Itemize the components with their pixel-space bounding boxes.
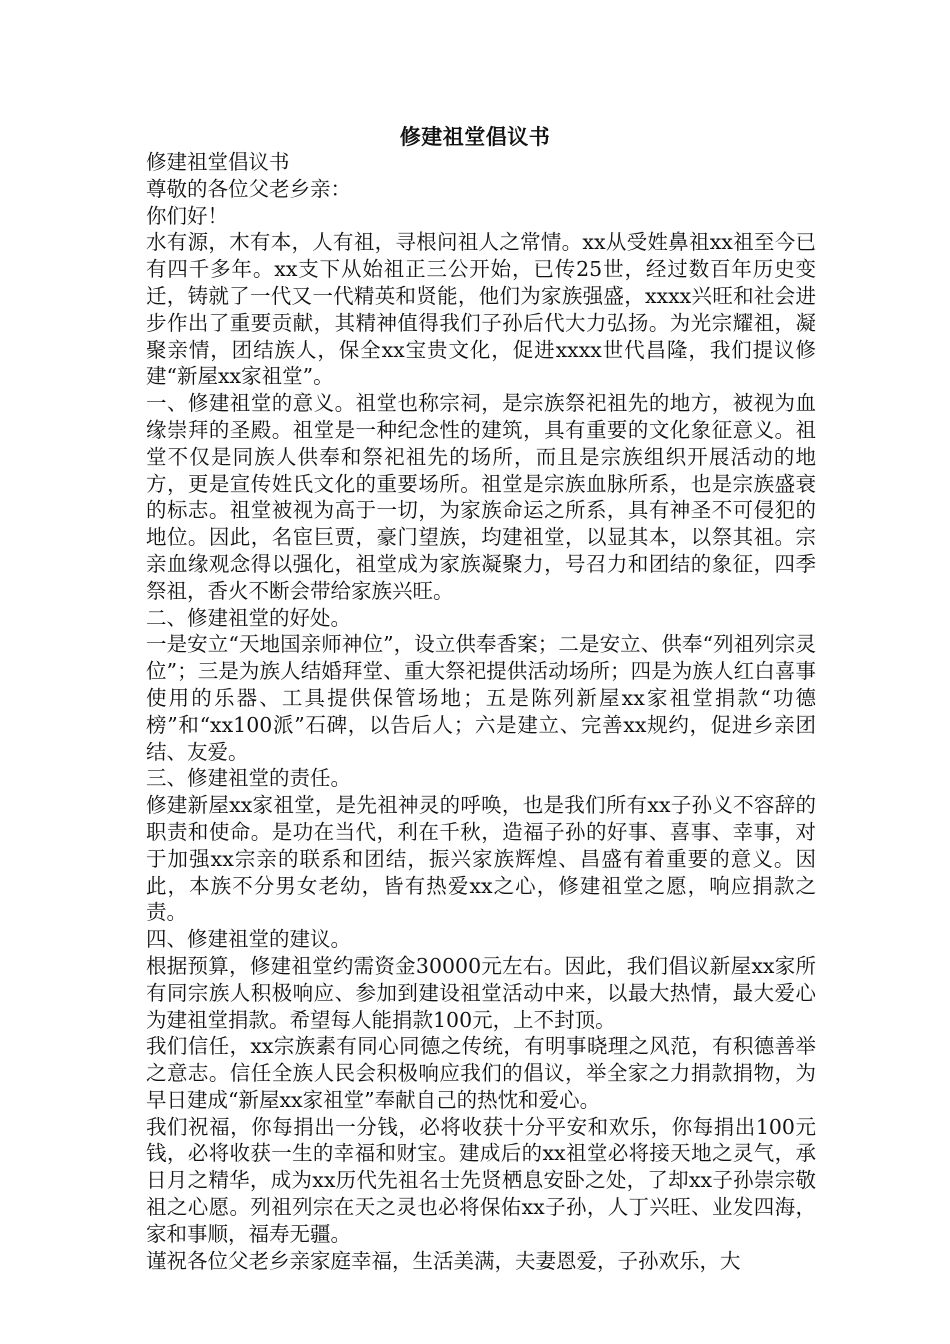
paragraph-section-4-body: 根据预算，修建祖堂约需资金30000元左右。因此，我们倡议新屋xx家所有同宗族人积极响应、参加到建设祖堂活动中来，以最大热情，最大爱心为建祖堂捐款。希望每人能捐款100元，上不封顶。: [146, 953, 816, 1032]
paragraph-section-1: 一、修建祖堂的意义。祖堂也称宗祠，是宗族祭祀祖先的地方，被视为血缘崇拜的圣殿。祖堂是一种纪念性的建筑，具有重要的文化象征意义。祖堂不仅是同族人供奉和祭祀祖先的场所，而且是宗族组织开展活动的地方，更是宣传姓氏文化的重要场所。祖堂是宗族血脉所系，也是宗族盛衰的标志。祖堂被视为高于一切，为家族命运之所系，具有神圣不可侵犯的地位。因此，名宦巨贾，豪门望族，均建祖堂，以显其本，以祭其祖。宗亲血缘观念得以强化，祖堂成为家族凝聚力，号召力和团结的象征，四季祭祖，香火不断会带给家族兴旺。: [146, 391, 816, 603]
paragraph-section-4-heading: 四、修建祖堂的建议。: [146, 927, 351, 952]
paragraph-blessing: 我们祝福，你每捐出一分钱，必将收获十分平安和欢乐，你每捐出100元钱，必将收获一生的幸福和财宝。建成后的xx祖堂必将接天地之灵气，承日月之精华，成为xx历代先祖名士先贤栖息安卧之处，了却xx子孙崇宗敬祖之心愿。列祖列宗在天之灵也必将保佑xx子孙，人丁兴旺、业发四海，家和事顺，福寿无疆。: [146, 1114, 816, 1246]
paragraph-greeting: 你们好！: [146, 203, 228, 228]
document-title: 修建祖堂倡议书: [399, 125, 551, 149]
paragraph-section-3-heading: 三、修建祖堂的责任。: [146, 766, 351, 791]
paragraph-salutation: 尊敬的各位父老乡亲：: [146, 176, 351, 201]
paragraph-intro: 水有源，木有本，人有祖，寻根问祖人之常情。xx从受姓鼻祖xx祖至今已有四千多年。xx支下从始祖正三公开始，已传25世，经过数百年历史变迁，铸就了一代又一代精英和贤能，他们为家族强盛，xxxx兴旺和社会进步作出了重要贡献，其精神值得我们子孙后代大力弘扬。为光宗耀祖，凝聚亲情，团结族人，保全xx宝贵文化，促进xxxx世代昌隆，我们提议修建“新屋xx家祖堂”。: [146, 230, 816, 389]
paragraph-section-2-body: 一是安立“天地国亲师神位”，设立供奉香案；二是安立、供奉“列祖列宗灵位”；三是为族人结婚拜堂、重大祭祀提供活动场所；四是为族人红白喜事使用的乐器、工具提供保管场地；五是陈列新屋xx家祖堂捐款“功德榜”和“xx100派”石碑，以告后人；六是建立、完善xx规约，促进乡亲团结、友爱。: [146, 632, 816, 764]
paragraph-closing: 谨祝各位父老乡亲家庭幸福，生活美满，夫妻恩爱，子孙欢乐，大: [146, 1248, 741, 1273]
paragraph-heading-repeat: 修建祖堂倡议书: [146, 150, 290, 174]
paragraph-trust: 我们信任，xx宗族素有同心同德之传统，有明事晓理之风范，有积德善举之意志。信任全族人民会积极响应我们的倡议，举全家之力捐款捐物，为早日建成“新屋xx家祖堂”奉献自己的热忱和爱心。: [146, 1034, 816, 1112]
document-body: [146, 149, 816, 1274]
paragraph-section-2-heading: 二、修建祖堂的好处。: [146, 605, 351, 630]
paragraph-section-3-body: 修建新屋xx家祖堂，是先祖神灵的呼唤，也是我们所有xx子孙义不容辞的职责和使命。是功在当代，利在千秋，造福子孙的好事、喜事、幸事，对于加强xx宗亲的联系和团结，振兴家族辉煌、昌盛有着重要的意义。因此，本族不分男女老幼，皆有热爱xx之心，修建祖堂之愿，响应捐款之责。: [146, 793, 816, 925]
